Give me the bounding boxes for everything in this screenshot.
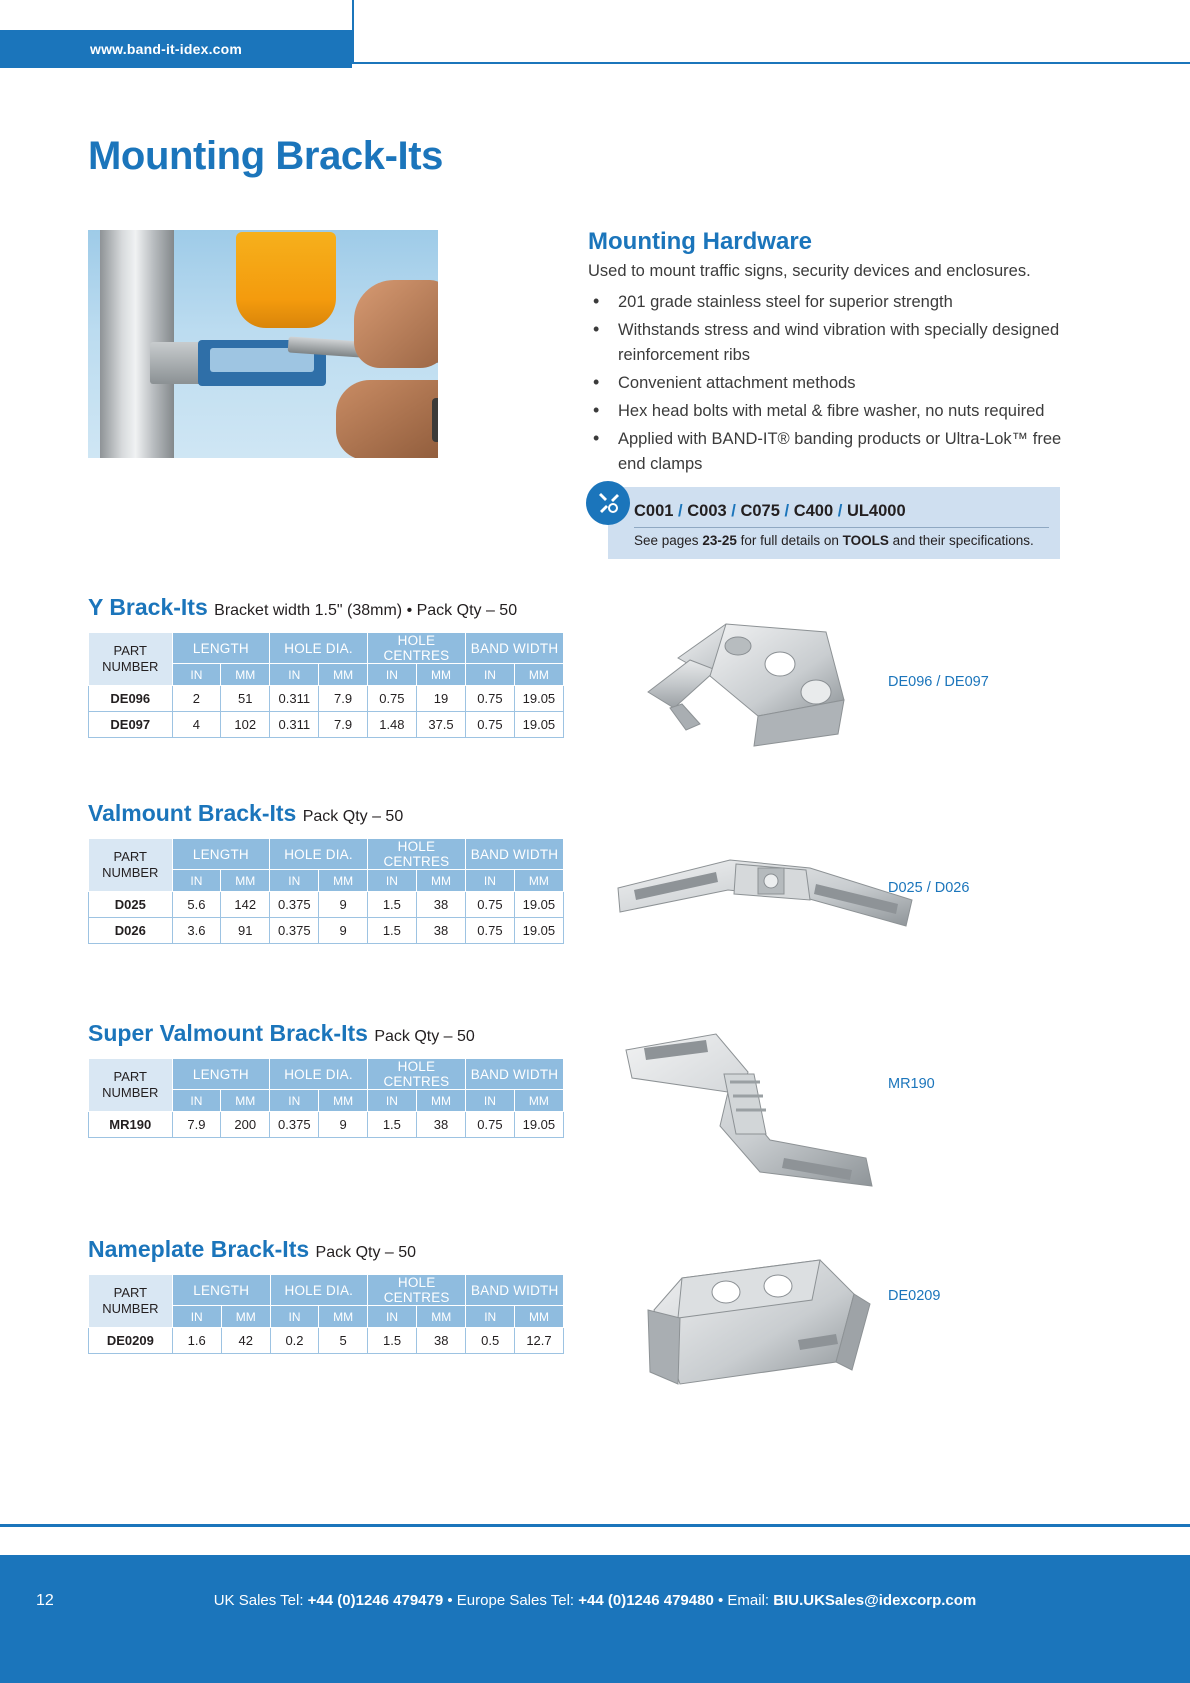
section-heading-super-valmount (88, 1020, 475, 1047)
col-part-number-line1: PART (113, 1285, 148, 1300)
page-header (0, 0, 1190, 68)
unit-mm: MM (416, 1090, 465, 1112)
list-item: • 201 grade stainless steel for superior strength (588, 290, 1088, 315)
cell-value: 0.75 (466, 892, 515, 918)
unit-in: IN (367, 1306, 416, 1328)
unit-mm: MM (417, 1306, 466, 1328)
section-subtitle: Pack Qty – 50 (302, 808, 404, 825)
photo-hand-lower (336, 380, 438, 458)
unit-in: IN (367, 664, 416, 686)
cell-value: 0.75 (466, 712, 515, 738)
col-part-number-line1: PART (113, 1069, 147, 1084)
footer-contact-line (0, 1592, 1190, 1609)
cell-value: 200 (221, 1112, 270, 1138)
col-part-number-line1: PART (113, 849, 147, 864)
note-pages: 23-25 (702, 533, 737, 548)
mounting-hardware-heading: Mounting Hardware (588, 228, 813, 255)
unit-in: IN (466, 870, 515, 892)
footer-bar (0, 1555, 1190, 1683)
code-separator: / (678, 502, 683, 520)
header-website-url: www.band-it-idex.com (90, 41, 243, 57)
cell-value: 19.05 (514, 892, 563, 918)
table-row (89, 918, 564, 944)
cell-value: 5 (319, 1328, 368, 1354)
header-outline-box (352, 0, 1190, 64)
unit-mm: MM (319, 664, 367, 686)
unit-in: IN (367, 1090, 416, 1112)
cell-value: 38 (416, 892, 465, 918)
cell-value: 1.6 (172, 1328, 221, 1354)
cell-part-number: MR190 (89, 1112, 173, 1138)
cell-part-number: DE096 (89, 686, 173, 712)
cell-value: 142 (221, 892, 270, 918)
section-heading-nameplate (88, 1236, 416, 1263)
unit-mm: MM (319, 1090, 367, 1112)
page-number: 12 (36, 1592, 54, 1609)
spec-table-super-valmount (88, 1058, 564, 1138)
note-part: and their specifications. (888, 533, 1034, 548)
product-image-valmount (610, 838, 920, 958)
product-label-nameplate: DE0209 (888, 1288, 941, 1304)
footer-email: BIU.UKSales@idexcorp.com (773, 1592, 977, 1609)
list-item: • Convenient attachment methods (588, 371, 1088, 396)
photo-hand-upper (354, 280, 438, 368)
product-image-super-valmount (620, 1030, 900, 1210)
tool-code: C075 (740, 502, 780, 520)
footer-separator: • (443, 1592, 457, 1609)
unit-mm: MM (514, 1306, 563, 1328)
cell-part-number: D025 (89, 892, 173, 918)
section-subtitle: Pack Qty – 50 (315, 1244, 417, 1261)
note-part: See pages (634, 533, 703, 548)
cell-value: 102 (221, 712, 270, 738)
cell-value: 38 (417, 1328, 466, 1354)
product-label-super-valmount: MR190 (888, 1076, 935, 1092)
table-header-row (89, 839, 564, 870)
footer-separator: • (713, 1592, 728, 1609)
col-group-hole-centres: HOLE CENTRES (367, 1059, 465, 1090)
table-header-row (89, 1059, 564, 1090)
mounting-hardware-subheading: Used to mount traffic signs, security devices and enclosures. (588, 262, 1031, 280)
cell-value: 12.7 (514, 1328, 563, 1354)
unit-mm: MM (221, 664, 270, 686)
tool-code: C003 (687, 502, 727, 520)
cell-part-number: DE097 (89, 712, 173, 738)
photo-wristwatch (432, 398, 438, 442)
unit-in: IN (172, 870, 221, 892)
cell-value: 7.9 (172, 1112, 221, 1138)
cell-part-number: D026 (89, 918, 173, 944)
cell-value: 1.5 (367, 1112, 416, 1138)
note-tools-word: TOOLS (842, 533, 889, 548)
unit-in: IN (466, 664, 515, 686)
cell-value: 1.48 (367, 712, 416, 738)
footer-email-label: Email: (727, 1592, 774, 1609)
page-title: Mounting Brack-Its (88, 134, 444, 178)
footer-uk-label: UK Sales Tel: (213, 1592, 308, 1609)
list-item: • Hex head bolts with metal & fibre washer, no nuts required (588, 399, 1088, 424)
code-separator: / (784, 502, 790, 520)
unit-mm: MM (319, 870, 367, 892)
unit-mm: MM (514, 1090, 563, 1112)
cell-value: 38 (416, 1112, 465, 1138)
cell-value: 0.5 (466, 1328, 515, 1354)
list-item: • Applied with BAND-IT® banding products or Ultra-Lok™ free end clamps (588, 427, 1088, 477)
photo-yellow-enclosure (236, 232, 336, 328)
cell-part-number: DE0209 (89, 1328, 173, 1354)
col-group-length: LENGTH (172, 839, 270, 870)
table-row (89, 712, 564, 738)
list-item: • Withstands stress and wind vibration with specially designed reinforcement ribs (588, 318, 1088, 368)
col-part-number (89, 633, 173, 686)
cell-value: 2 (172, 686, 221, 712)
cell-value: 91 (221, 918, 270, 944)
cell-value: 19.05 (514, 1112, 563, 1138)
cell-value: 19.05 (514, 918, 563, 944)
footer-divider (0, 1524, 1190, 1527)
unit-in: IN (172, 1306, 221, 1328)
section-title: Valmount Brack-Its (88, 800, 297, 826)
code-separator: / (837, 502, 843, 520)
col-group-hole-centres: HOLE CENTRES (367, 1275, 465, 1306)
col-group-hole-dia: HOLE DIA. (270, 1275, 367, 1306)
cell-value: 19 (416, 686, 465, 712)
col-part-number (89, 839, 173, 892)
cell-value: 7.9 (319, 686, 367, 712)
cell-value: 0.75 (466, 686, 515, 712)
col-part-number-line2: NUMBER (102, 865, 159, 880)
product-label-y-brackit: DE096 / DE097 (888, 674, 989, 690)
cell-value: 5.6 (172, 892, 221, 918)
unit-in: IN (466, 1306, 515, 1328)
unit-in: IN (172, 1090, 221, 1112)
table-row (89, 686, 564, 712)
cell-value: 1.5 (367, 892, 416, 918)
table-row (89, 1112, 564, 1138)
cell-value: 9 (319, 1112, 367, 1138)
footer-eu-number: +44 (0)1246 479480 (578, 1592, 714, 1609)
unit-in: IN (270, 870, 319, 892)
section-title: Super Valmount Brack-Its (88, 1020, 368, 1046)
code-separator: / (731, 502, 736, 520)
col-part-number-line2: NUMBER (102, 1301, 159, 1316)
unit-mm: MM (514, 664, 563, 686)
cell-value: 19.05 (514, 686, 563, 712)
cell-value: 0.375 (270, 892, 319, 918)
cell-value: 37.5 (416, 712, 465, 738)
tools-note (634, 533, 1034, 548)
tool-code: C400 (793, 502, 834, 520)
cell-value: 42 (221, 1328, 270, 1354)
cell-value: 3.6 (172, 918, 221, 944)
cell-value: 9 (319, 918, 367, 944)
cell-value: 0.75 (466, 918, 515, 944)
cell-value: 0.75 (466, 1112, 515, 1138)
tools-callout-box (608, 487, 1060, 559)
col-group-length: LENGTH (172, 1059, 270, 1090)
table-row (89, 1328, 564, 1354)
cell-value: 9 (319, 892, 367, 918)
unit-in: IN (270, 1090, 319, 1112)
col-group-band-width: BAND WIDTH (466, 633, 564, 664)
unit-in: IN (172, 664, 221, 686)
cell-value: 0.375 (270, 1112, 319, 1138)
col-group-hole-dia: HOLE DIA. (270, 633, 368, 664)
spec-table-valmount (88, 838, 564, 944)
unit-mm: MM (221, 1090, 270, 1112)
section-subtitle: Pack Qty – 50 (374, 1028, 475, 1045)
col-part-number-line1: PART (113, 643, 148, 658)
cell-value: 0.2 (270, 1328, 319, 1354)
unit-mm: MM (319, 1306, 368, 1328)
tool-code: C001 (634, 502, 674, 520)
footer-eu-label: Europe Sales Tel: (456, 1592, 579, 1609)
unit-in: IN (367, 870, 416, 892)
note-part: for full details on (736, 533, 843, 548)
tool-code: UL4000 (846, 502, 906, 520)
col-group-length: LENGTH (172, 1275, 270, 1306)
col-part-number-line2: NUMBER (102, 1085, 159, 1100)
table-row (89, 892, 564, 918)
table-header-row (89, 1275, 564, 1306)
spec-table-y-brackits (88, 632, 564, 738)
cell-value: 0.375 (270, 918, 319, 944)
cell-value: 1.5 (367, 918, 416, 944)
unit-in: IN (466, 1090, 515, 1112)
footer-uk-number: +44 (0)1246 479479 (307, 1592, 444, 1609)
unit-mm: MM (416, 870, 465, 892)
hero-product-photo (88, 230, 438, 458)
cell-value: 19.05 (514, 712, 563, 738)
col-group-band-width: BAND WIDTH (466, 1059, 564, 1090)
section-title: Y Brack-Its (88, 594, 208, 620)
cell-value: 7.9 (319, 712, 367, 738)
cell-value: 0.311 (270, 712, 319, 738)
product-image-y-brackit (630, 596, 880, 776)
col-group-band-width: BAND WIDTH (466, 1275, 564, 1306)
col-part-number (89, 1059, 173, 1112)
cell-value: 1.5 (367, 1328, 416, 1354)
tools-divider (634, 527, 1049, 528)
col-part-number (89, 1275, 173, 1328)
unit-mm: MM (221, 1306, 270, 1328)
feature-bullet-list (588, 290, 1088, 480)
col-group-hole-centres: HOLE CENTRES (367, 633, 465, 664)
col-group-band-width: BAND WIDTH (466, 839, 564, 870)
product-label-valmount: D025 / D026 (888, 880, 970, 896)
cell-value: 51 (221, 686, 270, 712)
cell-value: 0.311 (270, 686, 319, 712)
unit-mm: MM (221, 870, 270, 892)
tools-code-list (634, 502, 906, 521)
col-group-hole-dia: HOLE DIA. (270, 1059, 368, 1090)
section-heading-y-brackits (88, 594, 517, 621)
cell-value: 38 (416, 918, 465, 944)
cell-value: 4 (172, 712, 221, 738)
spec-table-nameplate (88, 1274, 564, 1354)
tools-icon (586, 481, 630, 525)
unit-mm: MM (514, 870, 563, 892)
col-part-number-line2: NUMBER (102, 659, 159, 674)
col-group-length: LENGTH (172, 633, 270, 664)
cell-value: 0.75 (367, 686, 416, 712)
section-heading-valmount (88, 800, 403, 827)
unit-in: IN (270, 664, 319, 686)
product-image-nameplate (640, 1244, 900, 1404)
col-group-hole-centres: HOLE CENTRES (367, 839, 465, 870)
table-header-row (89, 633, 564, 664)
unit-mm: MM (416, 664, 465, 686)
col-group-hole-dia: HOLE DIA. (270, 839, 368, 870)
unit-in: IN (270, 1306, 319, 1328)
section-title: Nameplate Brack-Its (88, 1236, 310, 1262)
section-subtitle: Bracket width 1.5" (38mm) • Pack Qty – 50 (214, 602, 518, 619)
